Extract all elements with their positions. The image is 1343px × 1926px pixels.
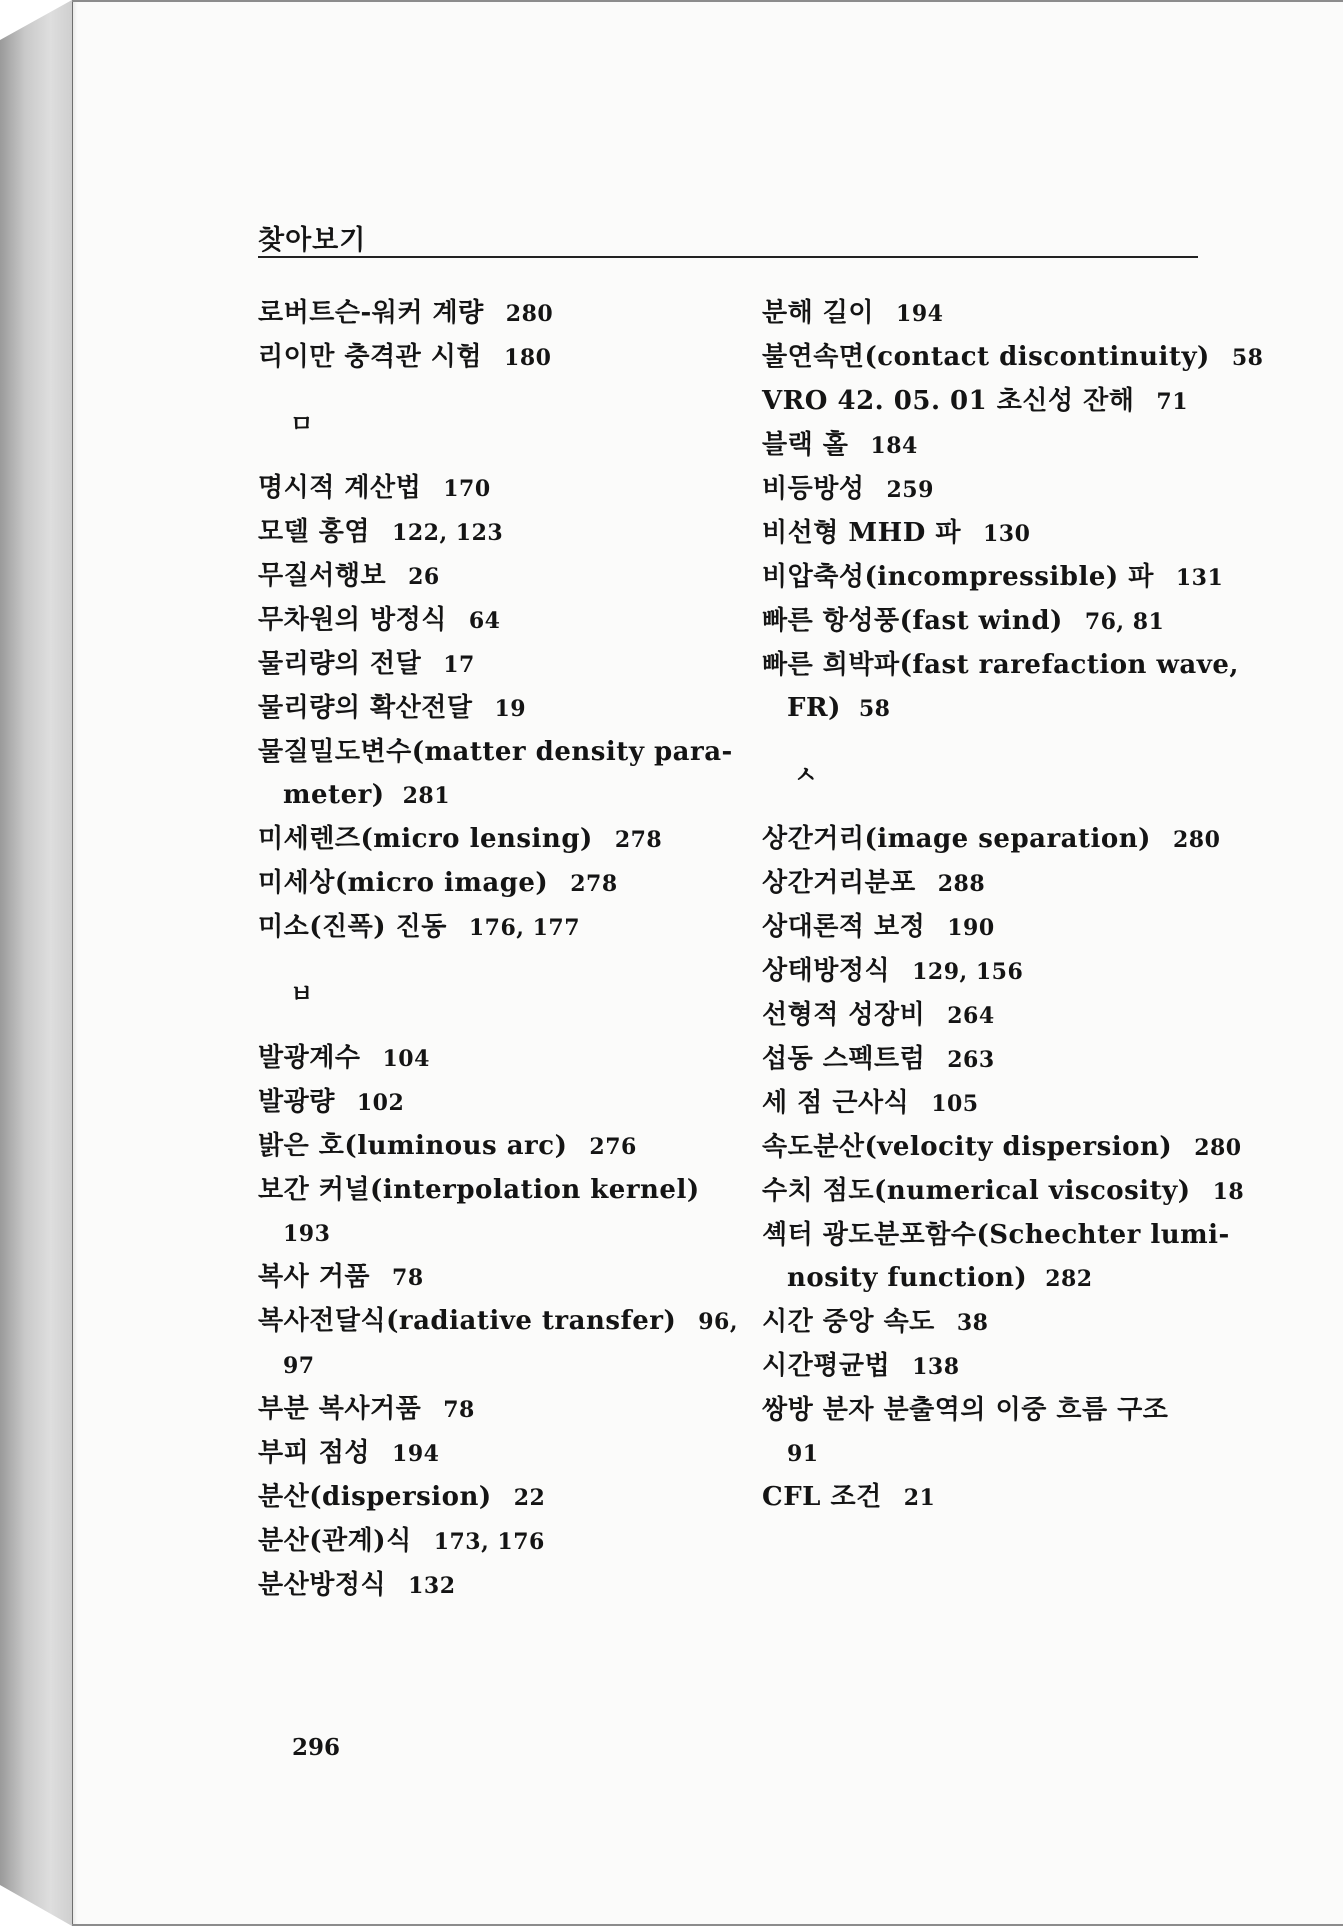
index-term: 상간거리분포 [762, 868, 916, 898]
index-continuation [258, 1212, 718, 1256]
index-entry [762, 994, 1212, 1038]
index-term: 비등방성 [762, 474, 865, 504]
index-entry [762, 644, 1239, 731]
index-term: 섭동 스펙트럼 [762, 1044, 926, 1074]
index-term: 복사 거품 [258, 1262, 371, 1292]
index-term: CFL 조건 [762, 1482, 882, 1512]
index-pages: 173, 176 [433, 1529, 545, 1555]
index-entry [258, 599, 718, 643]
index-pages: 194 [392, 1441, 440, 1467]
index-pages: 264 [947, 1003, 995, 1029]
index-pages: 193 [283, 1221, 331, 1247]
index-pages: 104 [382, 1046, 430, 1072]
index-term: 상간거리(image separation) [762, 824, 1151, 854]
index-term: 속도분산(velocity dispersion) [762, 1132, 1173, 1162]
index-pages: 38 [956, 1310, 989, 1336]
index-term: 미소(진폭) 진동 [258, 912, 447, 942]
index-pages: 280 [1172, 827, 1221, 853]
index-pages: 129, 156 [912, 959, 1024, 985]
index-entry [258, 1432, 718, 1476]
index-pages: 78 [392, 1265, 424, 1291]
index-entry [762, 1476, 1212, 1520]
index-pages: 170 [443, 476, 491, 502]
index-entry [762, 1301, 1212, 1345]
index-term: 빠른 희박파(fast rarefaction wave, [762, 650, 1239, 680]
index-entry [258, 818, 718, 862]
index-entry [258, 906, 718, 950]
index-entry [762, 950, 1212, 994]
index-term: 부피 점성 [258, 1438, 371, 1468]
index-pages: 130 [982, 521, 1031, 547]
index-entry [762, 1126, 1242, 1170]
index-pages: 278 [614, 827, 663, 853]
index-pages: 76, 81 [1084, 609, 1165, 635]
index-continuation [258, 1344, 718, 1388]
index-entry [762, 468, 1212, 512]
index-pages: 280 [1194, 1135, 1242, 1161]
index-pages: 276 [589, 1134, 637, 1160]
index-entry [258, 643, 718, 687]
index-entry [258, 1256, 718, 1300]
index-pages: 278 [570, 871, 618, 897]
index-entry [258, 511, 718, 555]
index-entry [762, 1038, 1212, 1082]
index-term: 무차원의 방정식 [258, 605, 447, 635]
index-entry [258, 336, 718, 380]
index-entry [762, 906, 1212, 950]
index-entry [258, 467, 718, 511]
index-term: 상대론적 보정 [762, 912, 926, 942]
section-letter: ㅅ [794, 760, 818, 789]
index-pages: 131 [1175, 565, 1224, 591]
index-pages: 22 [513, 1485, 546, 1511]
index-term: 비압축성(incompressible) 파 [762, 562, 1154, 592]
index-continuation [762, 1432, 1212, 1476]
index-term: 명시적 계산법 [258, 473, 422, 503]
header-rule [258, 256, 1198, 258]
index-term: 보간 커널(interpolation kernel) [258, 1175, 700, 1205]
index-pages: 280 [505, 301, 554, 327]
index-pages: 194 [896, 301, 944, 327]
index-pages: 78 [443, 1397, 475, 1423]
index-term-cont: FR) [787, 693, 841, 723]
page-header-title: 찾아보기 [258, 225, 367, 256]
index-term: 분산방정식 [258, 1570, 387, 1600]
index-entry [762, 1214, 1230, 1301]
index-entry [762, 1345, 1212, 1389]
index-entry [258, 1125, 718, 1169]
section-letter: ㅁ [290, 409, 314, 438]
index-pages: 19 [494, 696, 527, 722]
index-term: 세 점 근사식 [762, 1088, 910, 1118]
index-term: 분산(관계)식 [258, 1526, 412, 1556]
index-pages: 64 [468, 608, 501, 634]
index-entry [258, 1476, 718, 1520]
index-pages: 97 [283, 1353, 315, 1379]
index-term-cont: meter) [283, 780, 385, 810]
index-term: 미세렌즈(micro lensing) [258, 824, 593, 854]
index-term: 물질밀도변수(matter density para- [258, 737, 733, 767]
index-term: 분산(dispersion) [258, 1482, 492, 1512]
index-pages: 122, 123 [392, 520, 504, 546]
section-letter: ㅂ [290, 979, 314, 1008]
index-pages: 21 [903, 1485, 936, 1511]
index-entry [762, 336, 1264, 380]
index-term: 비선형 MHD 파 [762, 518, 961, 548]
index-entry [762, 818, 1221, 862]
index-term: 셱터 광도분포함수(Schechter lumi- [762, 1220, 1230, 1250]
index-entry [762, 556, 1224, 600]
index-entry [258, 1564, 718, 1608]
index-term: 쌍방 분자 분출역의 이중 흐름 구조 [762, 1395, 1169, 1425]
page-number: 296 [292, 1734, 341, 1761]
index-pages: 91 [787, 1441, 819, 1467]
index-term: 발광계수 [258, 1043, 361, 1073]
page-edge-top [72, 0, 1343, 2]
index-term: 무질서행보 [258, 561, 387, 591]
index-term: 상태방정식 [762, 956, 891, 986]
index-term: 로버트슨-워커 계량 [258, 298, 484, 328]
index-entry [258, 292, 718, 336]
index-entry [762, 600, 1212, 644]
index-entry [762, 1170, 1245, 1214]
index-entry [258, 1300, 739, 1388]
index-pages: 138 [912, 1354, 960, 1380]
index-pages: 71 [1156, 389, 1189, 415]
index-continuation [762, 1257, 1212, 1301]
index-pages: 190 [947, 915, 995, 941]
index-term: 부분 복사거품 [258, 1394, 422, 1424]
index-entry [762, 862, 1212, 906]
index-term: 복사전달식(radiative transfer) [258, 1306, 677, 1336]
index-entry [762, 292, 1212, 336]
index-pages: 58 [858, 696, 891, 722]
index-term: 발광량 [258, 1087, 335, 1117]
index-pages: 288 [937, 871, 986, 897]
index-pages: 263 [947, 1047, 995, 1073]
index-term: 밝은 호(luminous arc) [258, 1131, 568, 1161]
index-entry [762, 380, 1212, 424]
index-term: 미세상(micro image) [258, 868, 549, 898]
index-entry [258, 1520, 718, 1564]
index-pages: 259 [886, 477, 934, 503]
index-entry [762, 512, 1212, 556]
index-pages: 282 [1045, 1266, 1093, 1292]
index-term: 분해 길이 [762, 298, 875, 328]
index-pages: 17 [443, 652, 475, 678]
index-entry [258, 687, 718, 731]
index-pages: 18 [1212, 1179, 1245, 1205]
index-pages: 96, [698, 1309, 739, 1335]
index-column-left [258, 292, 739, 1608]
index-term: 빠른 항성풍(fast wind) [762, 606, 1063, 636]
index-entry [762, 1389, 1212, 1476]
index-pages: 184 [870, 433, 918, 459]
index-column-right [762, 292, 1264, 1520]
index-pages: 180 [504, 345, 552, 371]
index-pages: 58 [1231, 345, 1264, 371]
index-pages: 26 [408, 564, 440, 590]
index-term: 물리량의 확산전달 [258, 693, 473, 723]
index-continuation [762, 687, 1212, 731]
index-term-cont: nosity function) [787, 1263, 1028, 1293]
index-term: 시간평균법 [762, 1351, 891, 1381]
index-entry [762, 424, 1212, 468]
index-entry [258, 731, 733, 818]
index-pages: 281 [402, 783, 451, 809]
index-entry [258, 555, 718, 599]
index-term: 물리량의 전달 [258, 649, 422, 679]
index-term: 블랙 홀 [762, 430, 849, 460]
index-pages: 105 [931, 1091, 979, 1117]
index-term: 불연속면(contact discontinuity) [762, 342, 1210, 372]
index-pages: 132 [408, 1573, 456, 1599]
index-term: 시간 중앙 속도 [762, 1307, 935, 1337]
index-entry [258, 1037, 718, 1081]
index-term: 수치 점도(numerical viscosity) [762, 1176, 1191, 1206]
index-term: 모델 홍염 [258, 517, 371, 547]
index-entry [258, 862, 718, 906]
book-spine [0, 0, 72, 1926]
index-entry [762, 1082, 1212, 1126]
index-term: VRO 42. 05. 01 초신성 잔해 [762, 386, 1135, 416]
index-term: 리이만 충격관 시험 [258, 342, 483, 372]
index-term: 선형적 성장비 [762, 1000, 926, 1030]
index-entry [258, 1169, 718, 1256]
index-pages: 102 [356, 1090, 405, 1116]
index-entry [258, 1388, 718, 1432]
index-continuation [258, 774, 718, 818]
index-pages: 176, 177 [468, 915, 581, 941]
index-entry [258, 1081, 718, 1125]
